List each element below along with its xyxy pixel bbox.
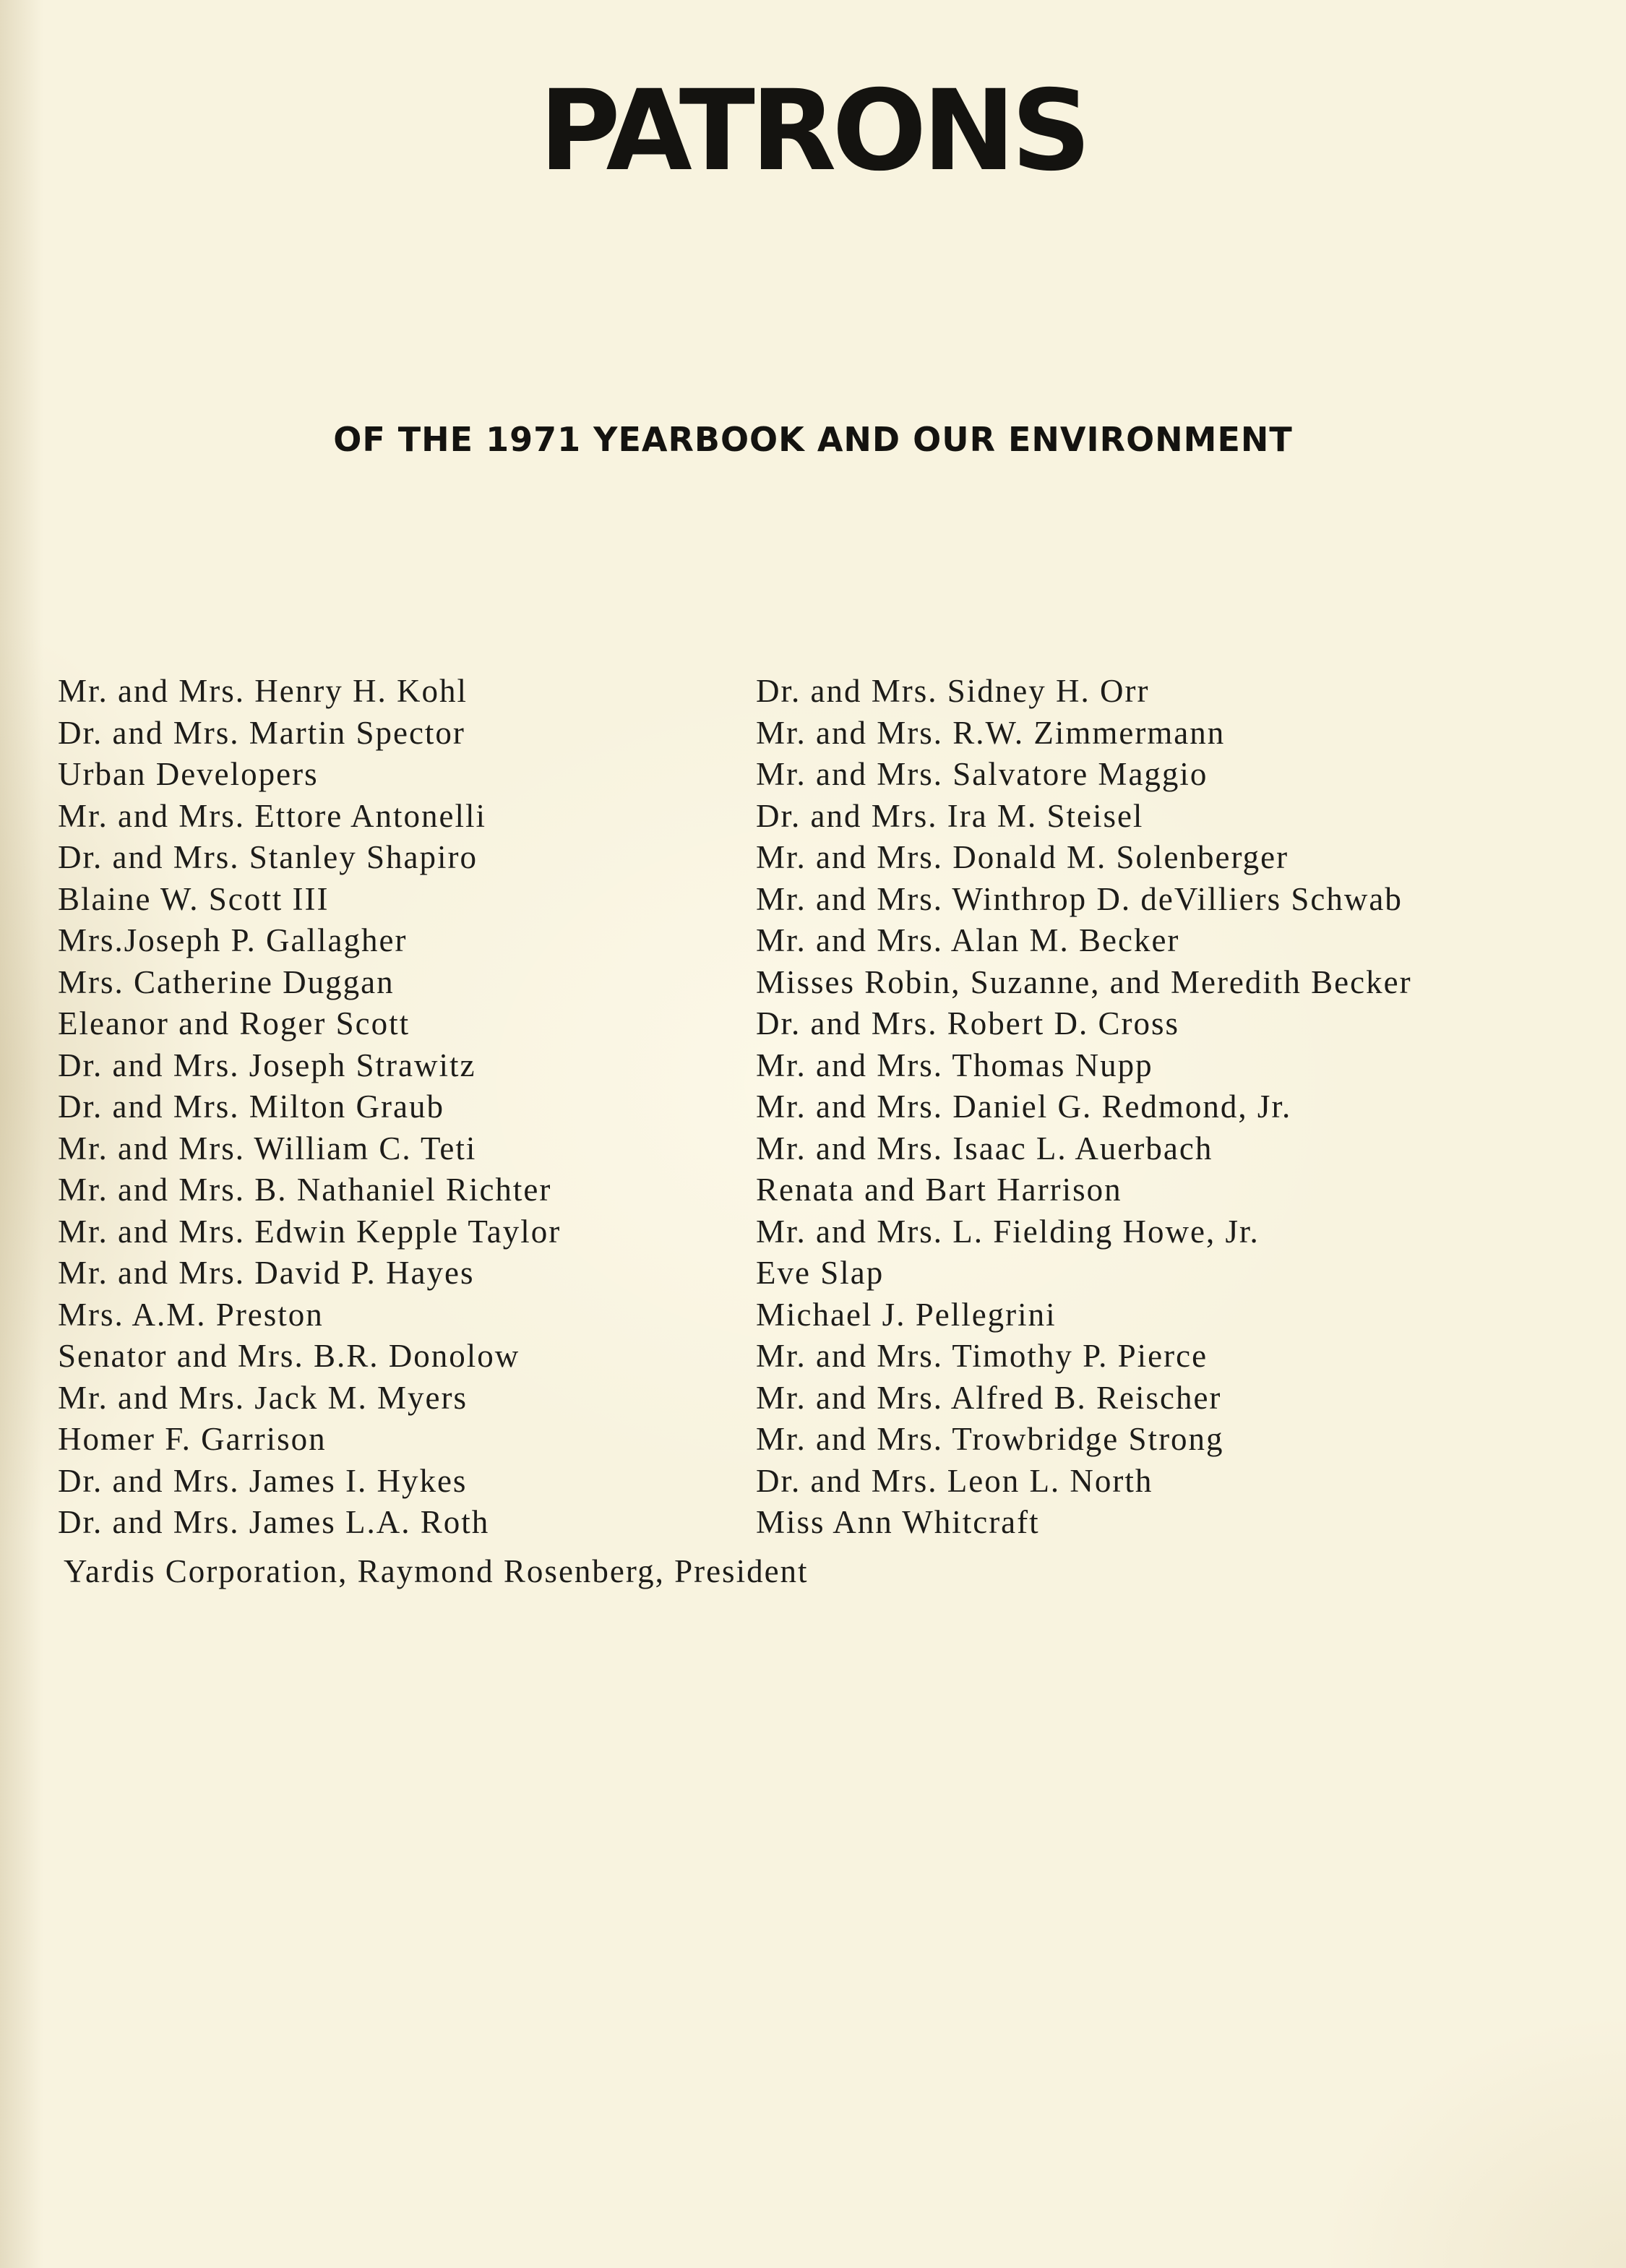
patron-entry: Dr. and Mrs. Martin Spector [58,714,465,751]
patron-entry: Mr. and Mrs. Trowbridge Strong [756,1421,1224,1457]
patron-entry: Mr. and Mrs. David P. Hayes [58,1255,475,1291]
patron-entry: Dr. and Mrs. Milton Graub [58,1088,444,1125]
patron-entry: Mr. and Mrs. Isaac L. Auerbach [756,1130,1213,1167]
patron-entry: Misses Robin, Suzanne, and Meredith Becker [756,963,1412,1000]
patron-entry: Blaine W. Scott III [58,880,330,917]
patron-entry: Eleanor and Roger Scott [58,1005,410,1041]
patron-entry: Mr. and Mrs. Ettore Antonelli [58,797,486,834]
patron-entry: Miss Ann Whitcraft [756,1504,1040,1540]
patron-entry: Urban Developers [58,756,319,792]
patron-entry: Dr. and Mrs. Robert D. Cross [756,1005,1179,1041]
patron-entry: Dr. and Mrs. Joseph Strawitz [58,1047,476,1083]
patron-entry: Dr. and Mrs. Stanley Shapiro [58,839,478,875]
patron-entry: Mr. and Mrs. B. Nathaniel Richter [58,1172,552,1208]
patron-entry-corporate: Yardis Corporation, Raymond Rosenberg, President [64,1553,809,1589]
patron-entry: Mr. and Mrs. R.W. Zimmermann [756,714,1226,751]
patron-entry: Dr. and Mrs. Ira M. Steisel [756,797,1144,834]
patron-entry: Mr. and Mrs. Donald M. Solenberger [756,839,1289,875]
patron-entry: Michael J. Pellegrini [756,1296,1057,1333]
patron-entry: Mr. and Mrs. Winthrop D. deVilliers Schwab [756,880,1403,917]
patron-list-left [58,671,730,1544]
patron-entry: Homer F. Garrison [58,1421,327,1457]
patron-entry: Dr. and Mrs. James L.A. Roth [58,1504,490,1540]
patron-entry: Mrs.Joseph P. Gallagher [58,922,408,958]
patron-entry: Mr. and Mrs. Salvatore Maggio [756,756,1208,792]
patron-entry: Senator and Mrs. B.R. Donolow [58,1338,520,1374]
patron-entry: Mrs. Catherine Duggan [58,963,395,1000]
patron-entry: Mr. and Mrs. Thomas Nupp [756,1047,1153,1083]
patron-entry: Mr. and Mrs. Edwin Kepple Taylor [58,1213,562,1250]
patron-entry: Dr. and Mrs. Leon L. North [756,1462,1153,1499]
patron-entry: Mr. and Mrs. Henry H. Kohl [58,673,468,709]
patron-entry: Mr. and Mrs. Jack M. Myers [58,1379,468,1416]
patron-entry: Mrs. A.M. Preston [58,1296,324,1333]
patron-entry: Mr. and Mrs. Alfred B. Reischer [756,1379,1222,1416]
patron-entry: Mr. and Mrs. Daniel G. Redmond, Jr. [756,1088,1292,1125]
patron-entry: Mr. and Mrs. L. Fielding Howe, Jr. [756,1213,1260,1250]
patron-entry: Mr. and Mrs. Alan M. Becker [756,922,1180,958]
patron-entry: Dr. and Mrs. James I. Hykes [58,1462,468,1499]
patron-entry: Dr. and Mrs. Sidney H. Orr [756,673,1150,709]
patron-entry: Mr. and Mrs. William C. Teti [58,1130,477,1167]
patron-entry: Mr. and Mrs. Timothy P. Pierce [756,1338,1208,1374]
patron-entry: Eve Slap [756,1255,885,1291]
paper-edge-stain [0,0,43,2268]
page-subtitle: OF THE 1971 YEARBOOK AND OUR ENVIRONMENT [333,420,1293,459]
patron-list-right [756,671,1580,1544]
patron-entry: Renata and Bart Harrison [756,1172,1122,1208]
page-title: PATRONS [538,66,1088,196]
